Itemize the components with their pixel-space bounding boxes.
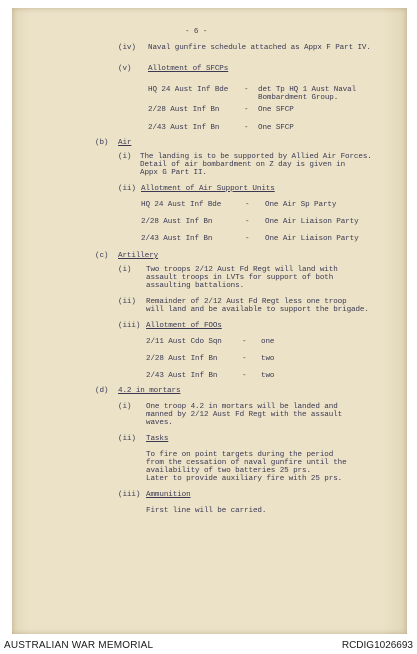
item-text: First line will be carried. xyxy=(146,507,267,515)
section-heading: Air xyxy=(118,139,132,147)
item-text: Naval gunfire schedule attached as Appx F Part IV. xyxy=(148,44,371,52)
section-heading: Allotment of FOOs xyxy=(146,322,222,330)
item-text-line: assaulting battalions. xyxy=(146,282,245,290)
table-cell-unit: HQ 24 Aust Inf Bde xyxy=(148,86,229,94)
section-marker: (b) xyxy=(95,139,109,147)
item-text-line: Appx G Part II. xyxy=(140,169,207,177)
item-text-line: Two troops 2/12 Aust Fd Regt will land with xyxy=(146,266,338,274)
item-text-line: manned by 2/12 Aust Fd Regt with the assault xyxy=(146,411,343,419)
section-marker: (d) xyxy=(95,387,109,395)
table-cell-alloc: One Air Liaison Party xyxy=(265,235,359,243)
table-cell-alloc: One SFCP xyxy=(258,124,294,132)
table-cell-dash: - xyxy=(242,372,247,380)
table-cell-alloc: One Air Liaison Party xyxy=(265,218,359,226)
item-marker: (ii) xyxy=(118,185,136,193)
item-text-line: To fire on point targets during the period xyxy=(146,451,334,459)
item-marker: (i) xyxy=(118,266,132,274)
table-cell-unit: 2/28 Aust Inf Bn xyxy=(146,355,218,363)
table-cell-alloc: one xyxy=(261,338,275,346)
table-cell-unit: 2/11 Aust Cdo Sqn xyxy=(146,338,222,346)
page-number: - 6 - xyxy=(185,28,208,36)
table-cell-alloc: det Tp HQ 1 Aust Naval xyxy=(258,86,357,94)
table-cell-dash: - xyxy=(245,201,250,209)
item-text-line: Detail of air bombardment on Z day is given in xyxy=(140,161,346,169)
table-cell-dash: - xyxy=(242,355,247,363)
item-text-line: Later to provide auxiliary fire with 25 prs. xyxy=(146,475,343,483)
table-cell-dash: - xyxy=(244,106,249,114)
section-heading: Allotment of SFCPs xyxy=(148,65,229,73)
table-cell-unit: 2/43 Aust Inf Bn xyxy=(146,372,218,380)
item-text-line: will land and be available to support the brigade. xyxy=(146,306,369,314)
item-marker: (v) xyxy=(118,65,132,73)
item-marker: (ii) xyxy=(118,435,136,443)
section-heading: Ammunition xyxy=(146,491,191,499)
item-marker: (i) xyxy=(118,403,132,411)
item-text-line: from the cessation of naval gunfire until the xyxy=(146,459,347,467)
section-heading: 4.2 in mortars xyxy=(118,387,181,395)
item-marker: (i) xyxy=(118,153,132,161)
item-marker: (iv) xyxy=(118,44,136,52)
table-cell-alloc: One SFCP xyxy=(258,106,294,114)
table-cell-unit: HQ 24 Aust Inf Bde xyxy=(141,201,222,209)
table-cell-alloc: Bombardment Group. xyxy=(258,94,339,102)
table-cell-dash: - xyxy=(245,218,250,226)
table-cell-alloc: two xyxy=(261,355,275,363)
item-text-line: availability of two batteries 25 prs. xyxy=(146,467,311,475)
table-cell-dash: - xyxy=(244,86,249,94)
item-text-line: The landing is to be supported by Allied Air Forces. xyxy=(140,153,372,161)
footer-record-id: RCDIG1026693 xyxy=(341,640,413,651)
table-cell-unit: 2/43 Aust Inf Bn xyxy=(141,235,213,243)
table-cell-dash: - xyxy=(244,124,249,132)
table-cell-alloc: two xyxy=(261,372,275,380)
section-heading: Artillery xyxy=(118,252,159,260)
table-cell-unit: 2/28 Aust Inf Bn xyxy=(141,218,213,226)
item-marker: (iii) xyxy=(118,491,141,499)
item-text-line: One troop 4.2 in mortars will be landed and xyxy=(146,403,338,411)
item-text-line: Remainder of 2/12 Aust Fd Regt less one troop xyxy=(146,298,347,306)
footer-source: AUSTRALIAN WAR MEMORIAL xyxy=(4,640,154,651)
section-heading: Allotment of Air Support Units xyxy=(141,185,275,193)
table-cell-unit: 2/28 Aust Inf Bn xyxy=(148,106,220,114)
item-text-line: waves. xyxy=(146,419,173,427)
item-text-line: assault troops in LVTs for support of both xyxy=(146,274,334,282)
section-marker: (c) xyxy=(95,252,109,260)
table-cell-dash: - xyxy=(242,338,247,346)
table-cell-unit: 2/43 Aust Inf Bn xyxy=(148,124,220,132)
table-cell-alloc: One Air Sp Party xyxy=(265,201,337,209)
item-marker: (ii) xyxy=(118,298,136,306)
document-page xyxy=(12,8,407,634)
item-marker: (iii) xyxy=(118,322,141,330)
table-cell-dash: - xyxy=(245,235,250,243)
section-heading: Tasks xyxy=(146,435,169,443)
archive-footer xyxy=(0,636,417,654)
